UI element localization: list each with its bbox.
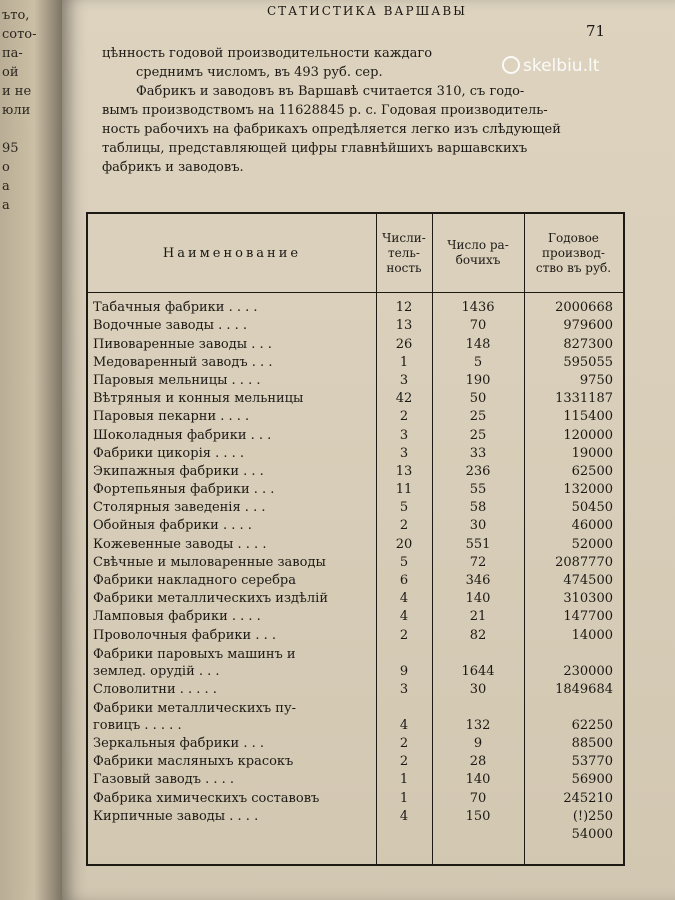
- table-row: [88, 407, 623, 425]
- row-workers: 58: [469, 500, 487, 516]
- table-row: [88, 680, 623, 698]
- table-row: [88, 389, 623, 407]
- row-workers: 132: [465, 717, 491, 733]
- row-workers: 9: [473, 735, 483, 751]
- row-production: 14000: [571, 627, 613, 643]
- row-workers: 50: [469, 391, 487, 407]
- table-row: [88, 298, 623, 316]
- table-row: [88, 534, 623, 552]
- intro-line: ность рабочихъ на фабрикахъ опредѣляется легко изъ слѣдующей: [102, 122, 561, 137]
- row-production: 52000: [571, 536, 613, 552]
- row-workers: 148: [465, 336, 491, 352]
- row-name-line: Газовый заводъ . . . .: [93, 772, 235, 788]
- facing-page-edge: [0, 0, 62, 900]
- watermark-logo-icon: [502, 56, 520, 74]
- row-name-line: Столярныя заведенія . . .: [93, 500, 266, 516]
- row-name: [88, 354, 376, 371]
- row-name-line: Фабрики масляныхъ красокъ: [93, 754, 294, 770]
- row-workers: 25: [469, 409, 487, 425]
- row-production: 56900: [571, 772, 613, 788]
- row-production: 9750: [579, 372, 613, 388]
- table-row: [88, 807, 623, 825]
- table-row: [88, 334, 623, 352]
- facing-page-line: [2, 120, 42, 139]
- facing-page-line: о: [2, 160, 10, 175]
- row-workers: 5: [473, 354, 483, 370]
- watermark: [502, 56, 599, 76]
- row-name-line: Фабрики накладного серебра: [93, 573, 296, 588]
- table-row: [88, 353, 623, 371]
- row-production: 147700: [563, 609, 613, 625]
- row-count: 5: [399, 500, 409, 516]
- row-name: [88, 299, 376, 316]
- facing-page-line: юли: [2, 103, 31, 118]
- table-row: [88, 425, 623, 443]
- row-workers: 33: [469, 445, 487, 461]
- row-production: 120000: [563, 427, 613, 443]
- row-workers: 1644: [461, 663, 495, 679]
- row-name: [88, 700, 376, 734]
- row-count: 20: [395, 536, 413, 552]
- header-production: Годовое производ- ство въ руб.: [535, 230, 612, 275]
- row-name-line: Паровыя пекарни . . . .: [93, 409, 250, 425]
- row-name: [88, 317, 376, 334]
- table-row: [88, 788, 623, 806]
- row-production: 310300: [563, 591, 613, 607]
- row-name: [88, 390, 376, 407]
- row-production: 245210: [563, 790, 613, 806]
- row-name: [88, 517, 376, 534]
- table-row: [88, 571, 623, 589]
- row-name-line: Экипажныя фабрики . . .: [93, 463, 264, 479]
- row-name-line: Фабрики паровыхъ машинъ и: [93, 646, 296, 662]
- row-name-line: Кирпичные заводы . . . .: [93, 808, 259, 824]
- row-workers: 25: [469, 427, 487, 443]
- row-count: 3: [399, 372, 409, 388]
- row-production: 1331187: [555, 391, 613, 407]
- table-row: [88, 553, 623, 571]
- table-row: [88, 607, 623, 625]
- table-row: [88, 480, 623, 498]
- row-count: 9: [399, 663, 409, 679]
- row-name: [88, 481, 376, 498]
- row-count: 2: [399, 754, 409, 770]
- table-row: [88, 644, 623, 680]
- row-count: 26: [395, 336, 413, 352]
- table-row: [88, 625, 623, 643]
- row-production: 19000: [571, 445, 613, 461]
- row-name-line: Фабрики металлическихъ издѣлій: [93, 591, 328, 607]
- row-production: 132000: [563, 482, 613, 498]
- intro-line: таблицы, представляющей цифры главнѣйшихъ варшавскихъ: [102, 141, 528, 156]
- facing-page-line: и не: [2, 84, 32, 99]
- running-head: СТАТИСТИКА ВАРШАВЫ: [267, 4, 467, 18]
- row-workers: 82: [469, 627, 487, 643]
- row-workers: 70: [469, 790, 487, 806]
- row-workers: 28: [469, 754, 487, 770]
- row-count: 12: [395, 300, 413, 316]
- row-name: [88, 499, 376, 516]
- table-row: [88, 316, 623, 334]
- row-workers: 150: [465, 808, 491, 824]
- row-name-line: Словолитни . . . . .: [93, 681, 217, 697]
- intro-line: вымъ производствомъ на 11628845 р. с. Годовая производитель-: [102, 103, 548, 118]
- row-production: 46000: [571, 518, 613, 534]
- row-production: 115400: [563, 409, 613, 425]
- row-name-line: говицъ . . . . .: [93, 717, 182, 733]
- row-production: (!)250: [572, 808, 613, 824]
- row-name-line: Пивоваренные заводы . . .: [93, 336, 272, 352]
- row-count: 2: [399, 735, 409, 751]
- row-name-line: Фабрики металлическихъ пу-: [93, 700, 297, 716]
- table-row: [88, 698, 623, 734]
- row-workers: 140: [465, 591, 491, 607]
- facing-page-line: 95: [2, 141, 19, 156]
- table-row: [88, 498, 623, 516]
- table-row: [88, 516, 623, 534]
- row-name: [88, 646, 376, 680]
- row-name: [88, 372, 376, 389]
- row-name-line: Обойныя фабрики . . . .: [93, 518, 252, 534]
- header-workers: Число ра- бочихъ: [447, 238, 509, 267]
- row-count: 5: [399, 554, 409, 570]
- statistics-table: [86, 212, 625, 866]
- row-name: [88, 336, 376, 353]
- row-production: 2087770: [555, 554, 613, 570]
- row-count: 4: [399, 609, 409, 625]
- row-production: 979600: [563, 318, 613, 334]
- row-name-line: Шоколадныя фабрики . . .: [93, 427, 272, 443]
- row-count: 2: [399, 518, 409, 534]
- facing-page-line: сото-: [2, 27, 37, 42]
- intro-line: среднимъ числомъ, въ 493 руб. сер.: [136, 65, 383, 80]
- row-count: 1: [399, 790, 409, 806]
- row-name-line: Медоваренный заводъ . . .: [93, 354, 273, 370]
- row-workers: 236: [465, 463, 491, 479]
- row-name: [88, 554, 376, 571]
- row-name-line: Свѣчные и мыловаренные заводы: [93, 554, 326, 570]
- table-row: [88, 752, 623, 770]
- row-name: [88, 753, 376, 770]
- row-count: 3: [399, 445, 409, 461]
- row-workers: 346: [465, 573, 491, 588]
- row-name-line: Проволочныя фабрики . . .: [93, 627, 276, 643]
- row-production: 88500: [571, 735, 613, 751]
- row-workers: 21: [469, 609, 487, 625]
- row-production: 50450: [571, 500, 613, 516]
- row-name-line: Ламповыя фабрики . . . .: [93, 609, 261, 625]
- row-count: 11: [395, 482, 413, 498]
- row-name-line: Водочные заводы . . . .: [93, 318, 248, 334]
- row-production: 53770: [571, 754, 613, 770]
- row-workers: 30: [469, 681, 487, 697]
- row-count: 4: [399, 591, 409, 607]
- facing-page-line: па-: [2, 46, 23, 61]
- table-row: [88, 589, 623, 607]
- row-name: [88, 808, 376, 825]
- row-workers: 72: [469, 554, 487, 570]
- row-name-line: Табачныя фабрики . . . .: [93, 300, 258, 316]
- row-name-line: Фортепьяныя фабрики . . .: [93, 482, 275, 498]
- row-workers: 190: [465, 372, 491, 388]
- table-row: [88, 444, 623, 462]
- row-count: 4: [399, 808, 409, 824]
- row-production: 595055: [563, 354, 613, 370]
- row-workers: 70: [469, 318, 487, 334]
- row-count: 2: [399, 409, 409, 425]
- row-count: 1: [399, 772, 409, 788]
- watermark-text: skelbiu.lt: [523, 56, 600, 76]
- row-name-line: Фабрика химическихъ составовъ: [93, 790, 320, 806]
- intro-line: цѣнность годовой производительности каждаго: [102, 46, 433, 61]
- row-name-line: Кожевенные заводы . . . .: [93, 536, 267, 552]
- row-production: 230000: [563, 663, 613, 679]
- row-name-line: Зеркальныя фабрики . . .: [93, 735, 264, 751]
- row-workers: 1436: [461, 300, 495, 316]
- row-name-line: Паровыя мельницы . . . .: [93, 372, 261, 388]
- row-name-line: Вѣтряныя и конныя мельницы: [93, 391, 304, 407]
- row-count: 13: [395, 318, 413, 334]
- row-count: 3: [399, 681, 409, 697]
- table-row: [88, 462, 623, 480]
- row-count: 4: [399, 717, 409, 733]
- row-name: [88, 627, 376, 644]
- row-workers: 140: [465, 772, 491, 788]
- row-production: 827300: [563, 336, 613, 352]
- intro-line: фабрикъ и заводовъ.: [102, 160, 244, 175]
- row-workers: 30: [469, 518, 487, 534]
- row-count: 2: [399, 627, 409, 643]
- row-name: [88, 463, 376, 480]
- row-production: 62500: [571, 463, 613, 479]
- row-workers: 551: [465, 536, 491, 552]
- row-name: [88, 771, 376, 788]
- row-name: [88, 681, 376, 698]
- row-name-line: Фабрики цикорія . . . .: [93, 445, 244, 461]
- row-count: 42: [395, 391, 413, 407]
- row-name: [88, 445, 376, 462]
- intro-line: Фабрикъ и заводовъ въ Варшавѣ считается 310, съ годо-: [136, 84, 525, 99]
- facing-page-line: ъто,: [2, 8, 30, 23]
- row-production: 54000: [571, 826, 613, 842]
- book-page: [62, 0, 675, 900]
- row-name: [88, 572, 376, 589]
- header-count: Числи- тель- ность: [382, 230, 426, 275]
- row-production: 1849684: [555, 681, 613, 697]
- table-row: [88, 734, 623, 752]
- table-row: [88, 371, 623, 389]
- page-number: 71: [586, 22, 606, 40]
- facing-page-line: а: [2, 198, 10, 213]
- facing-page-line: ой: [2, 65, 19, 80]
- row-name-line: землед. орудій . . .: [93, 663, 220, 679]
- header-name: Наименование: [162, 245, 302, 261]
- facing-page-text: [2, 6, 42, 215]
- row-count: 13: [395, 463, 413, 479]
- table-row: [88, 770, 623, 788]
- row-name: [88, 790, 376, 807]
- row-name: [88, 427, 376, 444]
- row-name: [88, 590, 376, 607]
- row-production: 2000668: [555, 300, 613, 316]
- row-production: 62250: [571, 717, 613, 733]
- table-body: [88, 298, 623, 843]
- facing-page-line: а: [2, 179, 10, 194]
- row-name: [88, 608, 376, 625]
- row-workers: 55: [469, 482, 487, 498]
- row-count: 1: [399, 354, 409, 370]
- row-count: 3: [399, 427, 409, 443]
- row-name: [88, 735, 376, 752]
- table-row: [88, 825, 623, 843]
- row-name: [88, 408, 376, 425]
- row-count: 6: [399, 573, 409, 588]
- row-name: [88, 536, 376, 553]
- row-production: 474500: [563, 573, 613, 588]
